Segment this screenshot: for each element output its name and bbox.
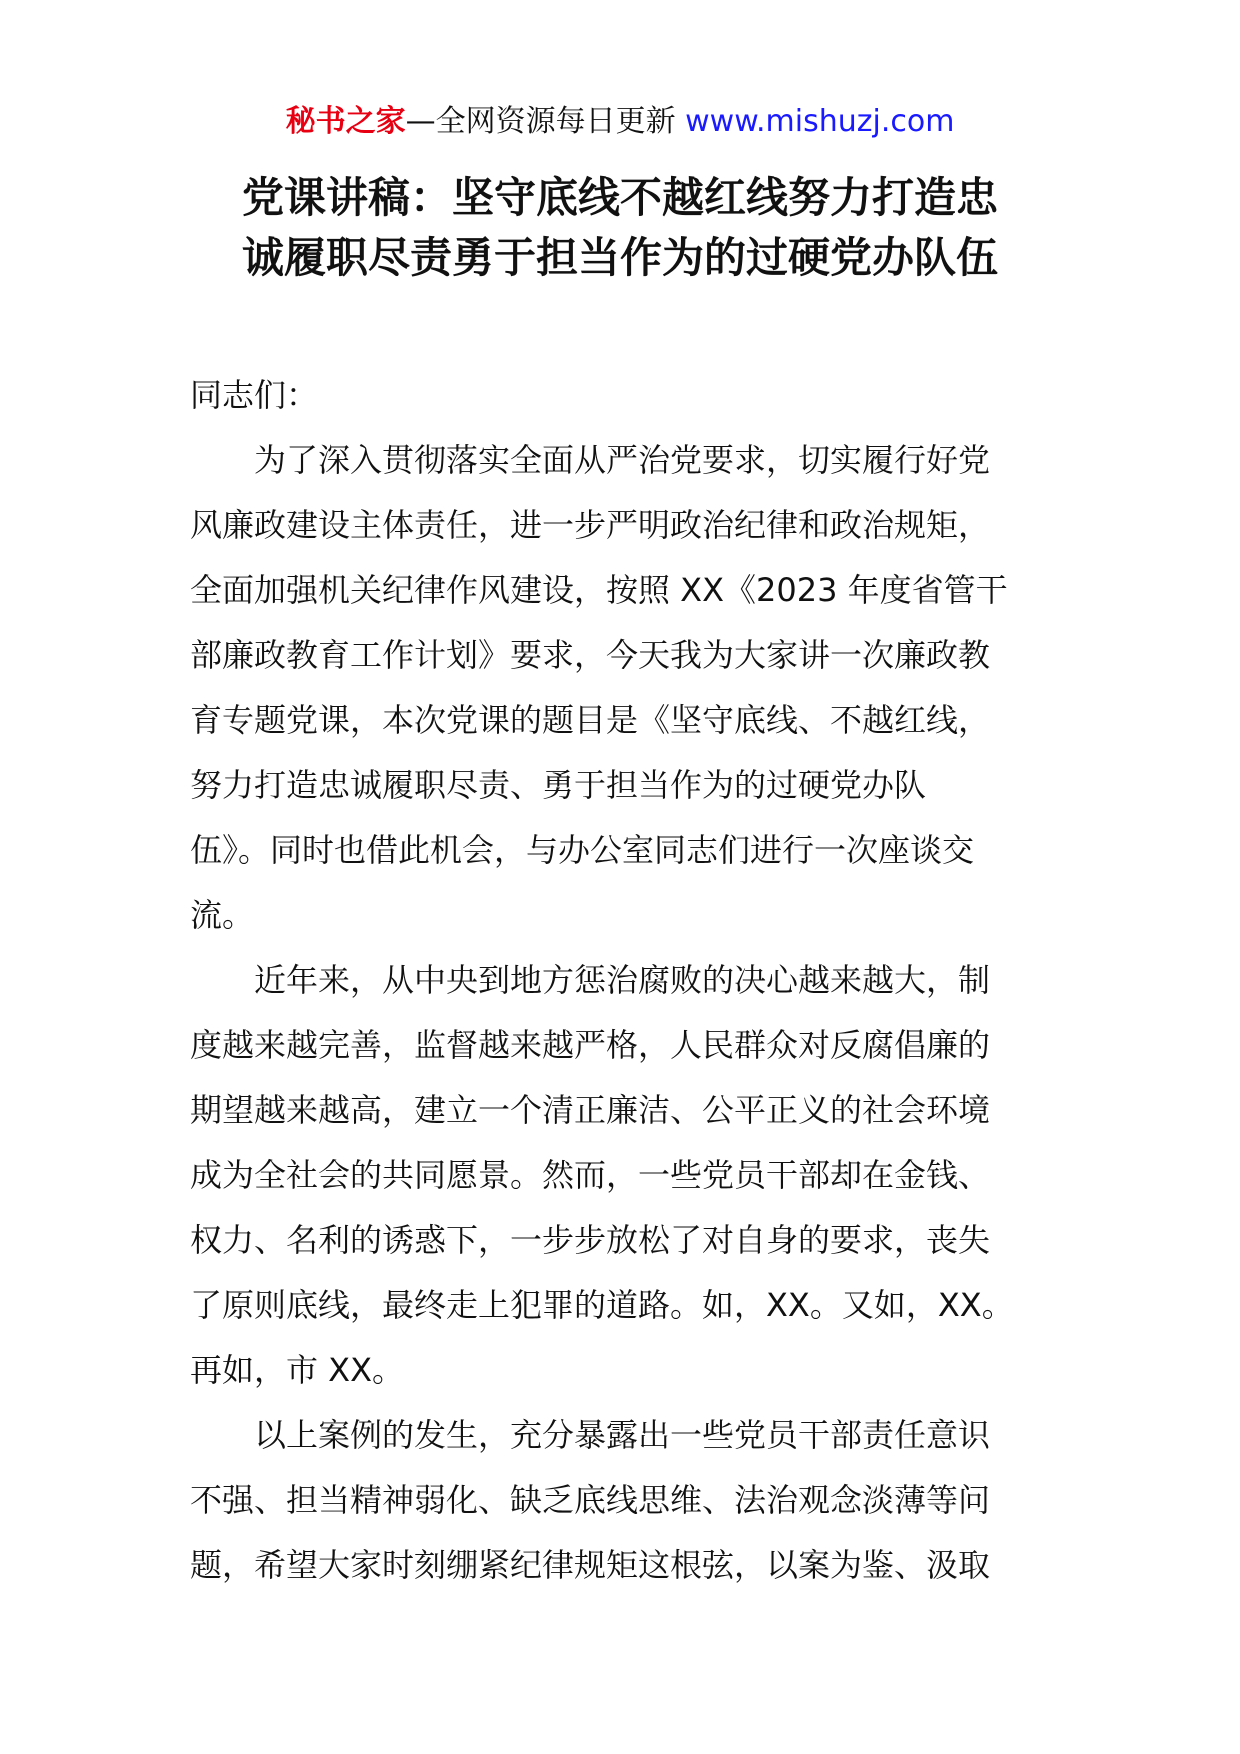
title-line: 诚履职尽责勇于担当作为的过硬党办队伍 <box>241 233 998 282</box>
paragraph-line: 努力打造忠诚履职尽责、勇于担当作为的过硬党办队 <box>190 766 927 804</box>
paragraph-line: 不强、担当精神弱化、缺乏底线思维、法治观念淡薄等问 <box>190 1481 991 1519</box>
paragraph-line: 度越来越完善，监督越来越严格，人民群众对反腐倡廉的 <box>190 1026 991 1064</box>
document-body <box>190 363 1065 1598</box>
paragraph-line: 伍》。同时也借此机会，与办公室同志们进行一次座谈交 <box>190 831 975 869</box>
title-line: 党课讲稿：坚守底线不越红线努力打造忠 <box>241 173 998 222</box>
paragraph-line: 为了深入贯彻落实全面从严治党要求，切实履行好党 <box>254 441 991 479</box>
brand-name: 秘书之家 <box>285 104 406 139</box>
paragraph-line: 权力、名利的诱惑下，一步步放松了对自身的要求，丧失 <box>190 1221 991 1259</box>
paragraph-3 <box>190 1403 1065 1598</box>
paragraph-line: 育专题党课，本次党课的题目是《坚守底线、不越红线， <box>190 701 991 739</box>
paragraph-line: 部廉政教育工作计划》要求，今天我为大家讲一次廉政教 <box>190 636 991 674</box>
banner-tagline: —全网资源每日更新 <box>405 104 686 139</box>
paragraph-line: 风廉政建设主体责任，进一步严明政治纪律和政治规矩， <box>190 506 991 544</box>
site-banner <box>0 100 1240 144</box>
document-title <box>150 168 1090 288</box>
paragraph-line: 了原则底线，最终走上犯罪的道路。如，XX。又如，XX。 <box>190 1286 1014 1324</box>
paragraph-line: 以上案例的发生，充分暴露出一些党员干部责任意识 <box>254 1416 991 1454</box>
site-url-link[interactable]: www.mishuzj.com <box>685 104 955 139</box>
paragraph-line: 再如，市 XX。 <box>190 1351 405 1389</box>
paragraph-line: 期望越来越高，建立一个清正廉洁、公平正义的社会环境 <box>190 1091 991 1129</box>
salutation: 同志们： <box>190 376 319 414</box>
paragraph-line: 题，希望大家时刻绷紧纪律规矩这根弦，以案为鉴、汲取 <box>190 1546 991 1584</box>
paragraph-2 <box>190 948 1065 1403</box>
paragraph-line: 流。 <box>190 896 255 934</box>
paragraph-line: 近年来，从中央到地方惩治腐败的决心越来越大，制 <box>254 961 991 999</box>
paragraph-1 <box>190 428 1065 948</box>
paragraph-line: 成为全社会的共同愿景。然而，一些党员干部却在金钱、 <box>190 1156 991 1194</box>
paragraph-line: 全面加强机关纪律作风建设，按照 XX《2023 年度省管干 <box>190 571 1008 609</box>
